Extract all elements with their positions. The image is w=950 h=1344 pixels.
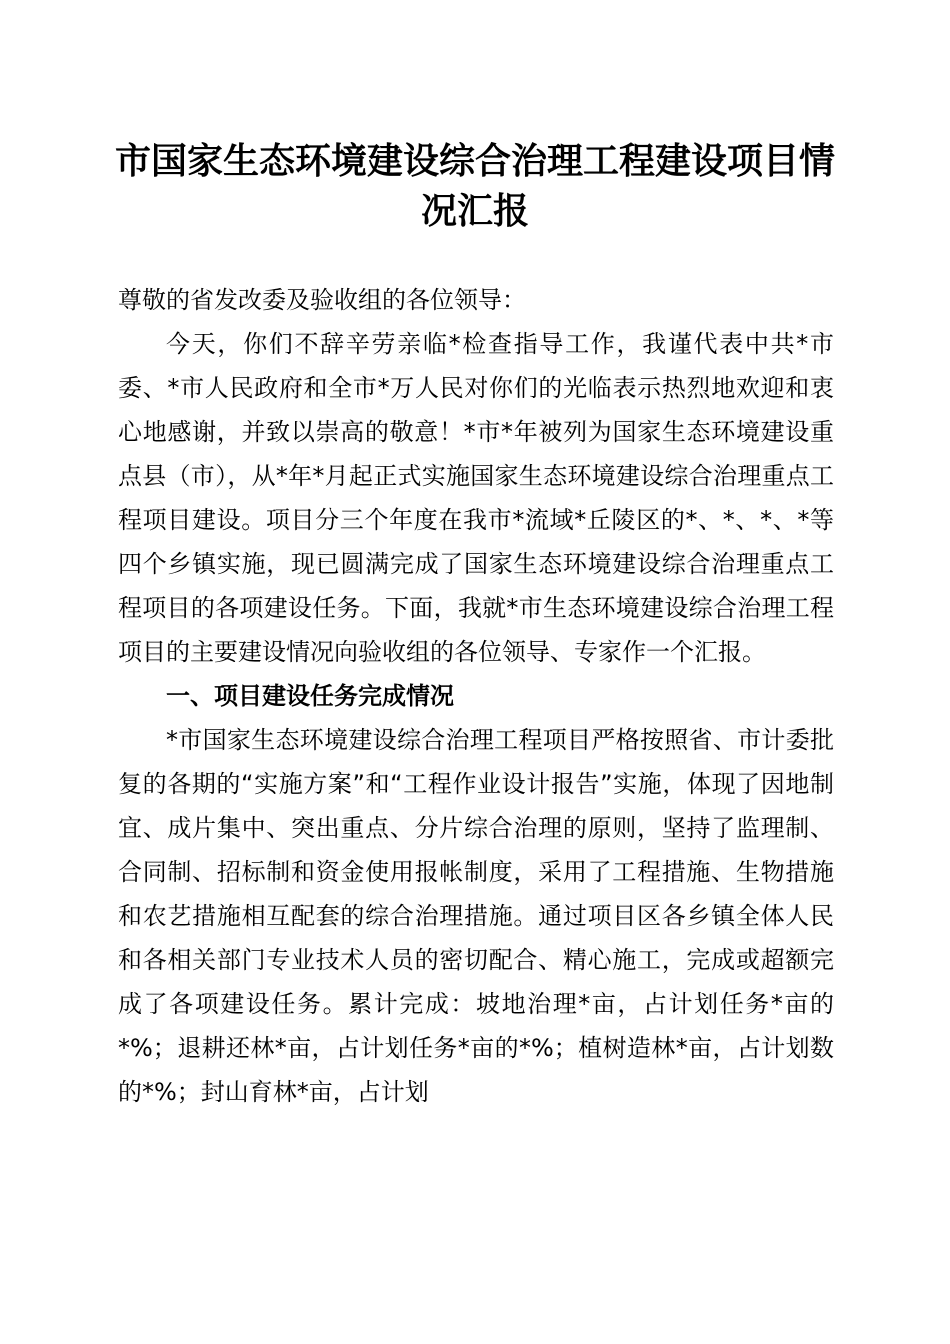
salutation: 尊敬的省发改委及验收组的各位领导： [118, 286, 526, 314]
section-paragraph: *市国家生态环境建设综合治理工程项目严格按照省、市计委批复的各期的“实施方案”和“工程作业设计报告”实施，体现了因地制宜、成片集中、突出重点、分片综合治理的原则，坚持了监理制、合同制、招标制和资金使用报帐制度，采用了工程措施、生物措施和农艺措施相互配套的综合治理措施。通过项目区各乡镇全体人民和各相关部门专业技术人员的密切配合、精心施工，完成或超额完成了各项建设任务。累计完成：坡地治理*亩，占计划任务*亩的*%；退耕还林*亩，占计划任务*亩的*%；植树造林*亩，占计划数的*%；封山育林*亩，占计划 [118, 726, 834, 1106]
section-heading: 一、项目建设任务完成情况 [166, 682, 454, 710]
document-body [118, 278, 834, 1114]
intro-paragraph: 今天，你们不辞辛劳亲临*检查指导工作，我谨代表中共*市委、*市人民政府和全市*万人民对你们的光临表示热烈地欢迎和衷心地感谢，并致以崇高的敬意！*市*年被列为国家生态环境建设重点县（市），从*年*月起正式实施国家生态环境建设综合治理重点工程项目建设。项目分三个年度在我市*流域*丘陵区的*、*、*、*等四个乡镇实施，现已圆满完成了国家生态环境建设综合治理重点工程项目的各项建设任务。下面，我就*市生态环境建设综合治理工程项目的主要建设情况向验收组的各位领导、专家作一个汇报。 [118, 330, 834, 666]
document-title: 市国家生态环境建设综合治理工程建设项目情况汇报 [114, 140, 835, 232]
